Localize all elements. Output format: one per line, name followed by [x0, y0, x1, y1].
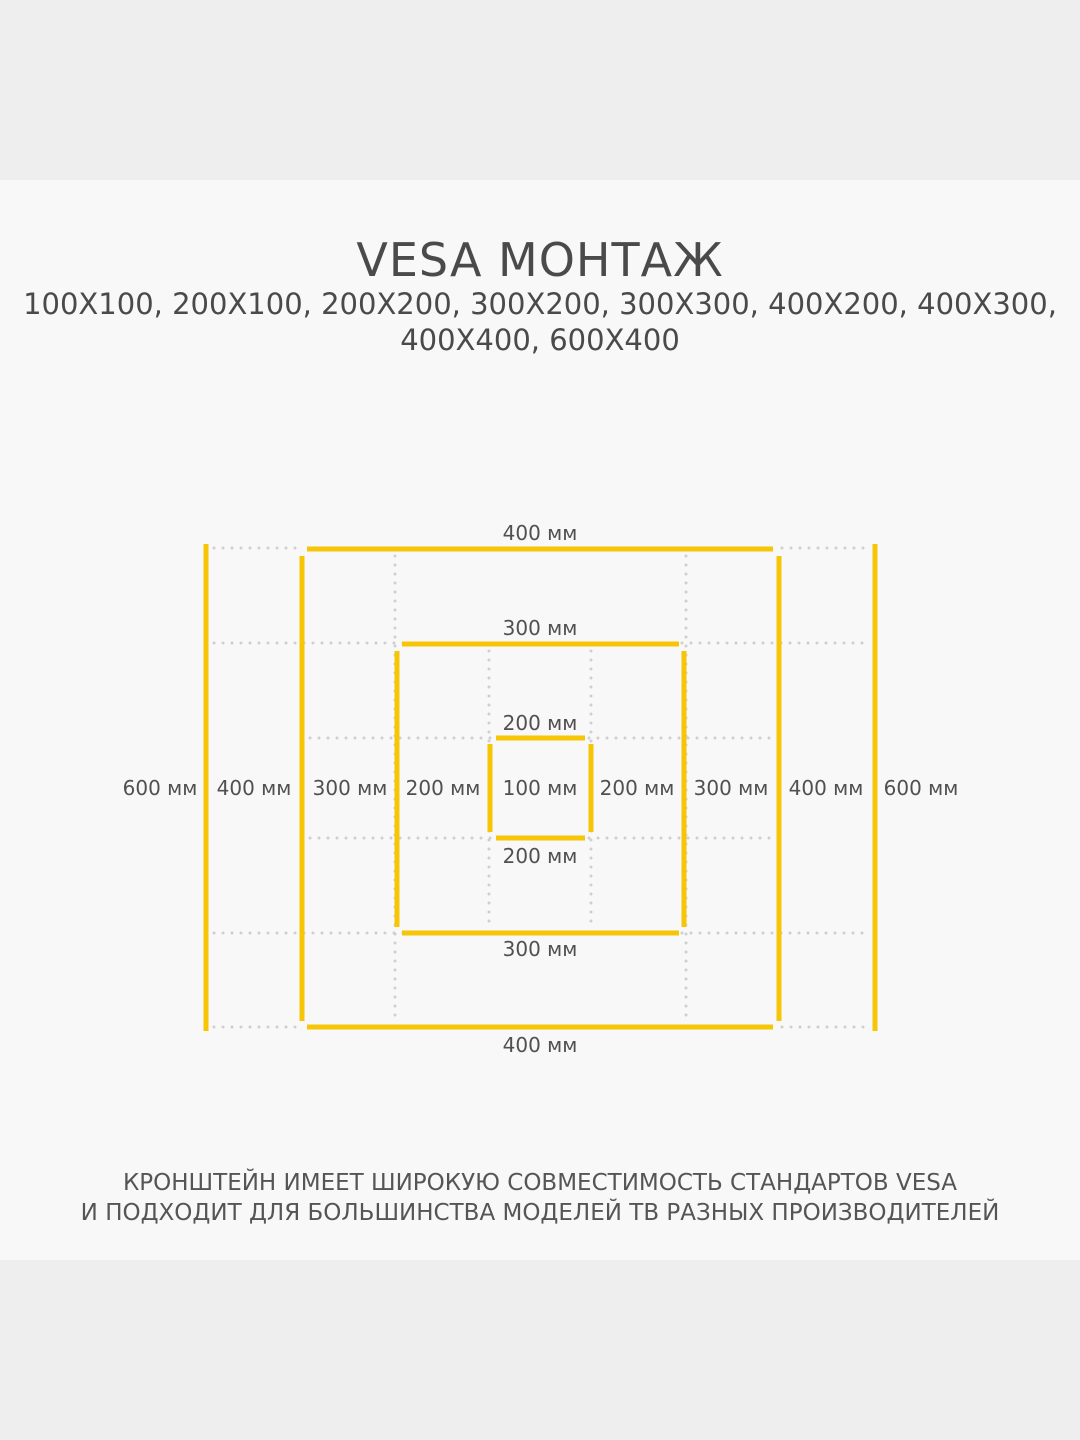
page-title: VESA МОНТАЖ — [356, 233, 724, 287]
label-left-300: 300 мм — [312, 776, 388, 800]
label-top-200: 200 мм — [502, 711, 578, 735]
label-right-200: 200 мм — [599, 776, 675, 800]
footer-line-2: И ПОДХОДИТ ДЛЯ БОЛЬШИНСТВА МОДЕЛЕЙ ТВ РАЗНЫХ ПРОИЗВОДИТЕЛЕЙ — [80, 1200, 1000, 1226]
label-left-600: 600 мм — [122, 776, 198, 800]
label-center-100: 100 мм — [502, 776, 578, 800]
label-bottom-400: 400 мм — [502, 1033, 578, 1057]
label-bottom-200: 200 мм — [502, 844, 578, 868]
vesa-sizes-line-1: 100X100, 200X100, 200X200, 300X200, 300X300, 400X200, 400X300, — [23, 287, 1057, 321]
label-right-300: 300 мм — [693, 776, 769, 800]
label-top-400: 400 мм — [502, 521, 578, 545]
dimension-labels — [123, 521, 959, 1057]
label-left-200: 200 мм — [405, 776, 481, 800]
label-right-400: 400 мм — [788, 776, 864, 800]
label-right-600: 600 мм — [883, 776, 959, 800]
label-top-300: 300 мм — [502, 616, 578, 640]
footer-note — [0, 1168, 1080, 1228]
label-bottom-300: 300 мм — [502, 937, 578, 961]
footer-line-1: КРОНШТЕЙН ИМЕЕТ ШИРОКУЮ СОВМЕСТИМОСТЬ СТАНДАРТОВ VESA — [122, 1170, 958, 1196]
vesa-sizes-line-2: 400X400, 600X400 — [400, 323, 680, 357]
label-left-400: 400 мм — [216, 776, 292, 800]
